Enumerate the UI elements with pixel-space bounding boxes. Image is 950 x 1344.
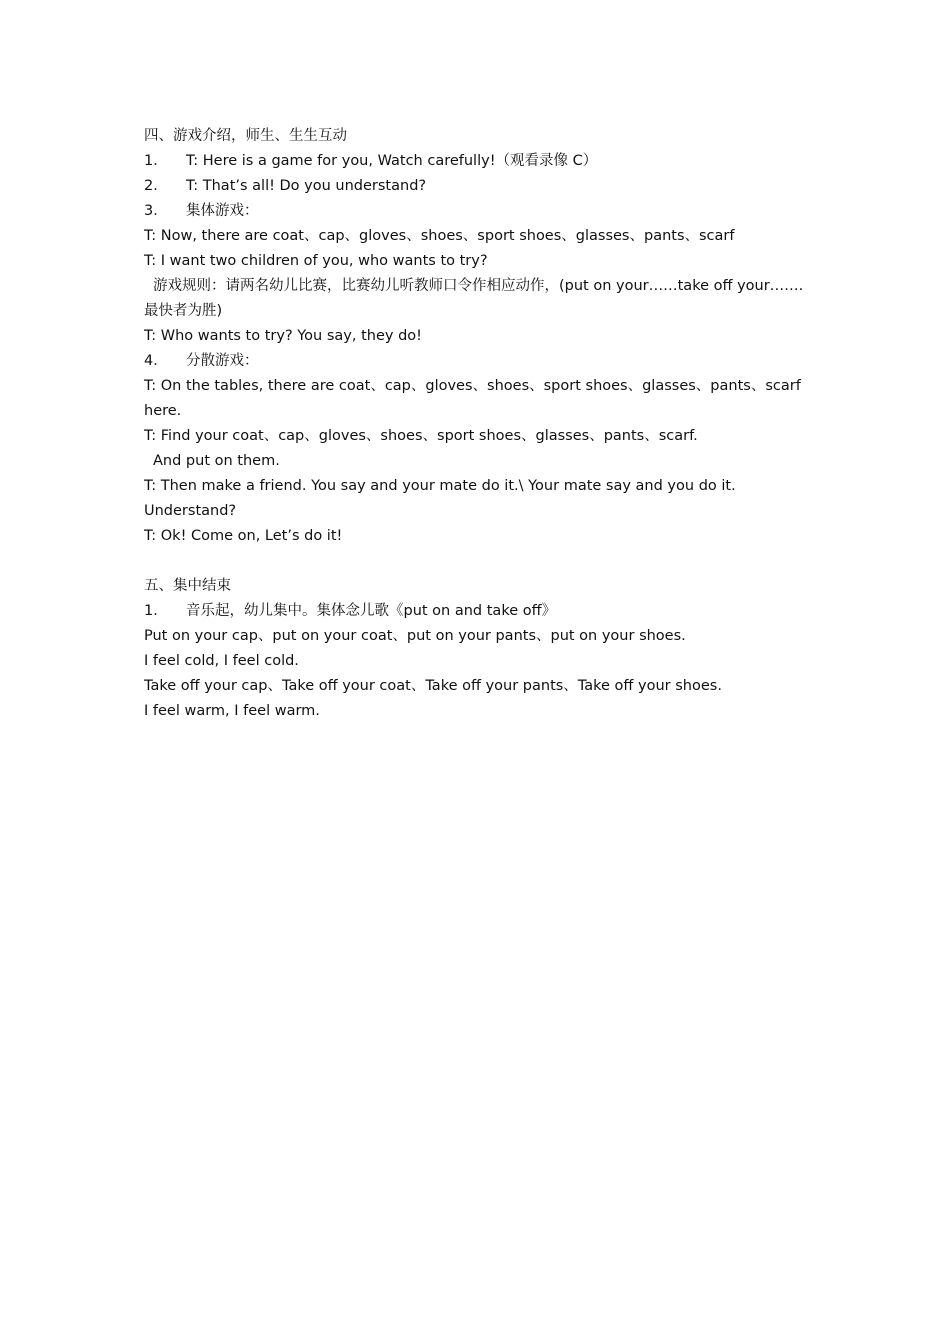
song-line: Put on your cap、put on your coat、put on your pants、put on your shoes. (144, 628, 686, 644)
item-number: 2． (144, 178, 168, 194)
paragraph-line: T: Find your coat、cap、gloves、shoes、sport shoes、glasses、pants、scarf. (144, 428, 698, 444)
paragraph-line: T: Then make a friend. You say and your mate do it.\ Your mate say and you do it. (144, 478, 736, 494)
paragraph-line: Understand? (144, 503, 237, 519)
section-4-item-3 (144, 199, 814, 224)
section-4-item-1 (144, 149, 814, 174)
song-line: I feel cold, I feel cold. (144, 653, 299, 669)
item-text: T: Here is a game for you, Watch carefully!（观看录像 C） (186, 153, 598, 169)
blank-line (144, 549, 814, 574)
item-number: 1． (144, 153, 168, 169)
item-text: T: That’s all! Do you understand? (186, 178, 427, 194)
section-4-heading: 四、游戏介绍，师生、生生互动 (144, 128, 347, 144)
item-number: 4． (144, 353, 168, 369)
document-page (144, 124, 814, 724)
item-number: 3． (144, 203, 168, 219)
song-line: I feel warm, I feel warm. (144, 703, 320, 719)
paragraph-line: here. (144, 403, 182, 419)
section-4-item-4 (144, 349, 814, 374)
item-text: 集体游戏： (186, 203, 259, 219)
item-number: 1． (144, 603, 168, 619)
section-5-heading: 五、集中结束 (144, 578, 231, 594)
item-text: 分散游戏： (186, 353, 259, 369)
paragraph-line: T: Who wants to try? You say, they do! (144, 328, 422, 344)
section-4-item-2 (144, 174, 814, 199)
paragraph-line: And put on them. (153, 453, 280, 469)
section-5-item-1 (144, 599, 814, 624)
paragraph-line: T: I want two children of you, who wants to try? (144, 253, 488, 269)
game-rules-line: 最快者为胜) (144, 303, 223, 319)
paragraph-line: T: Now, there are coat、cap、gloves、shoes、sport shoes、glasses、pants、scarf (144, 228, 735, 244)
paragraph-line: T: On the tables, there are coat、cap、gloves、shoes、sport shoes、glasses、pants、scarf (144, 378, 801, 394)
paragraph-line: T: Ok! Come on, Let’s do it! (144, 528, 343, 544)
item-text: 音乐起，幼儿集中。集体念儿歌《put on and take off》 (186, 603, 557, 619)
game-rules-line: 游戏规则：请两名幼儿比赛，比赛幼儿听教师口令作相应动作，(put on your……take off your……. (153, 278, 804, 294)
song-line: Take off your cap、Take off your coat、Take off your pants、Take off your shoes. (144, 678, 722, 694)
